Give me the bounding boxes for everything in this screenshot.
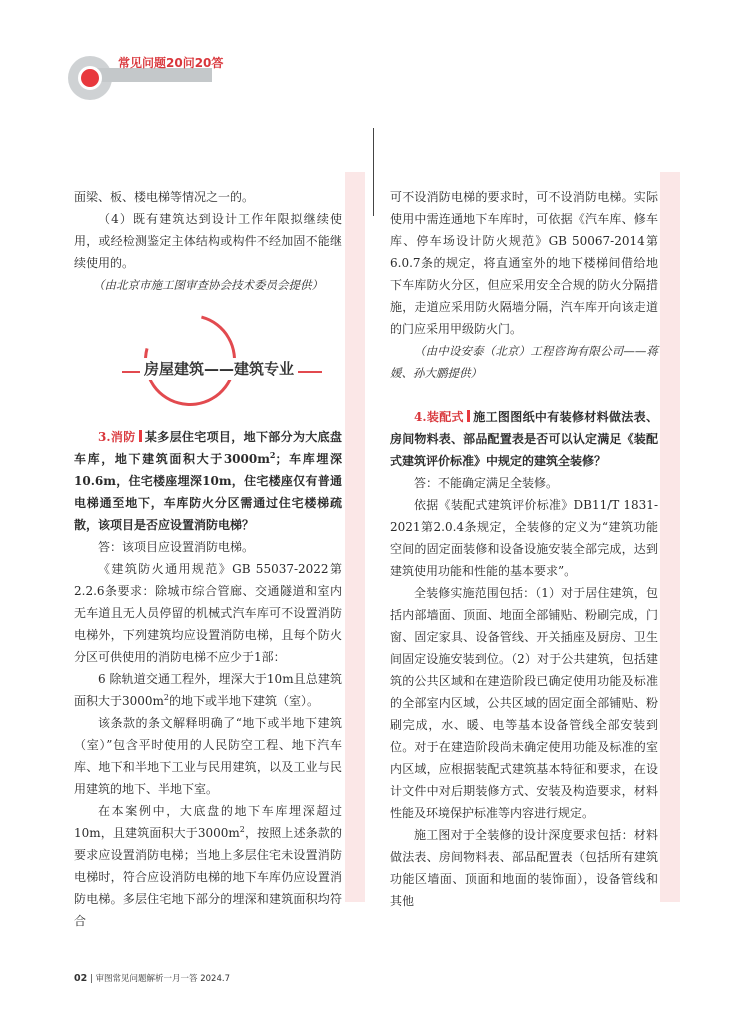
paragraph: 面梁、板、楼电梯等情况之一的。 (74, 190, 255, 204)
section-heading (74, 296, 342, 426)
question-tag: 3.消防 (98, 430, 136, 444)
left-column (74, 186, 342, 932)
page-header (68, 44, 268, 104)
paragraph: （4）既有建筑达到设计工作年限拟继续使用，或经检测鉴定主体结构或构件不经加固不能继续使用的。 (74, 212, 342, 270)
journal-name: 审图常见问题解析一月一答 (95, 974, 198, 984)
right-margin-strip (660, 172, 680, 902)
credit-note: （由中设安泰（北京）工程咨询有限公司——蒋媛、孙大鹏提供） (390, 344, 658, 380)
paragraph: 施工图对于全装修的设计深度要求包括：材料做法表、房间物料表、部品配置表（包括所有建筑功能区墙面、顶面和地面的装饰面），设备管线和其他 (390, 828, 658, 908)
question-4: 4.装配式 施工图图纸中有装修材料做法表、房间物料表、部品配置表是否可以认定满足《装配式建筑评价标准》中规定的建筑全装修？ (390, 410, 658, 468)
paragraph: 依据《装配式建筑评价标准》DB11/T 1831-2021第2.0.4条规定，全装修的定义为“建筑功能空间的固定面装修和设备设施安装全部完成，达到建筑使用功能和性能的基本要求”。 (390, 498, 658, 578)
paragraph: 全装修实施范围包括：（1）对于居住建筑，包括内部墙面、顶面、地面全部铺贴、粉刷完成，门窗、固定家具、设备管线、开关插座及厨房、卫生间固定设施安装到位。（2）对于公共建筑，包括建筑的公共区域和在建造阶段已确定使用功能及标准的全部室内区域，公共区域的固定面全部铺贴、粉刷完成，水、暖、电等基本设备管线全部安装到位。对于在建造阶段尚未确定使用功能及标准的室内区域，应根据装配式建筑基本特征和要求，在设计文件中对后期装修方式、安装及构造要求，材料性能及环境保护标准等内容进行规定。 (390, 586, 658, 820)
right-column (390, 186, 658, 912)
credit-note: （由北京市施工图审查协会技术委员会提供） (93, 278, 323, 292)
column-divider (373, 128, 374, 216)
paragraph: 可不设消防电梯的要求时，可不设消防电梯。实际使用中需连通地下车库时，可依据《汽车库、修车库、停车场设计防火规范》GB 50067-2014第6.0.7条的规定，将直通室外的地下楼梯间借给地下车库防火分区，但应采用安全合规的防火分隔措施，走道应采用防火隔墙分隔，汽车库开向该走道的门应采用甲级防火门。 (390, 190, 658, 336)
left-margin-strip (345, 172, 365, 902)
answer: 答：不能确定满足全装修。 (414, 476, 559, 490)
paragraph: 6 除轨道交通工程外，埋深大于10m且总建筑面积大于$3000m^2$的地下或半地下建筑（室）。 (74, 672, 342, 708)
question-tag: 4.装配式 (414, 410, 464, 424)
footer-separator: | (89, 974, 93, 984)
question-3: 3.消防 某多层住宅项目，地下部分为大底盘车库，地下建筑面积大于$3000m^2$；车库埋深10.6m，住宅楼座埋深10m，住宅楼座仅有普通电梯通至地下，车库防火分区需通过住宅楼梯疏散，该项目是否应设置消防电梯？ (74, 430, 342, 532)
tag-bar-icon (139, 430, 142, 442)
header-title: 常见问题20问20答 (118, 56, 224, 70)
section-title: 房屋建筑——建筑专业 (140, 358, 298, 380)
tag-bar-icon (467, 410, 470, 422)
header-dot-icon (78, 66, 102, 90)
paragraph: 《建筑防火通用规范》GB 55037-2022第2.2.6条要求：除城市综合管廊、交通隧道和室内无车道且无人员停留的机械式汽车库可不设置消防电梯外，下列建筑均应设置消防电梯，且每个防火分区可供使用的消防电梯不应少于1部： (74, 562, 342, 664)
page-footer (74, 972, 230, 984)
page-number: 02 (74, 973, 88, 984)
issue-date: 2024.7 (200, 974, 230, 984)
answer: 答：该项目应设置消防电梯。 (98, 540, 255, 554)
paragraph: 在本案例中，大底盘的地下车库埋深超过10m，且建筑面积大于$3000m^2$，按照上述条款的要求应设置消防电梯；当地上多层住宅未设置消防电梯时，符合应设消防电梯的地下车库仍应设置消防电梯。多层住宅地下部分的埋深和建筑面积均符合 (74, 804, 342, 928)
paragraph: 该条款的条文解释明确了“地下或半地下建筑（室）”包含平时使用的人民防空工程、地下汽车库、地下和半地下工业与民用建筑，以及工业与民用建筑的地下、半地下室。 (74, 716, 342, 796)
